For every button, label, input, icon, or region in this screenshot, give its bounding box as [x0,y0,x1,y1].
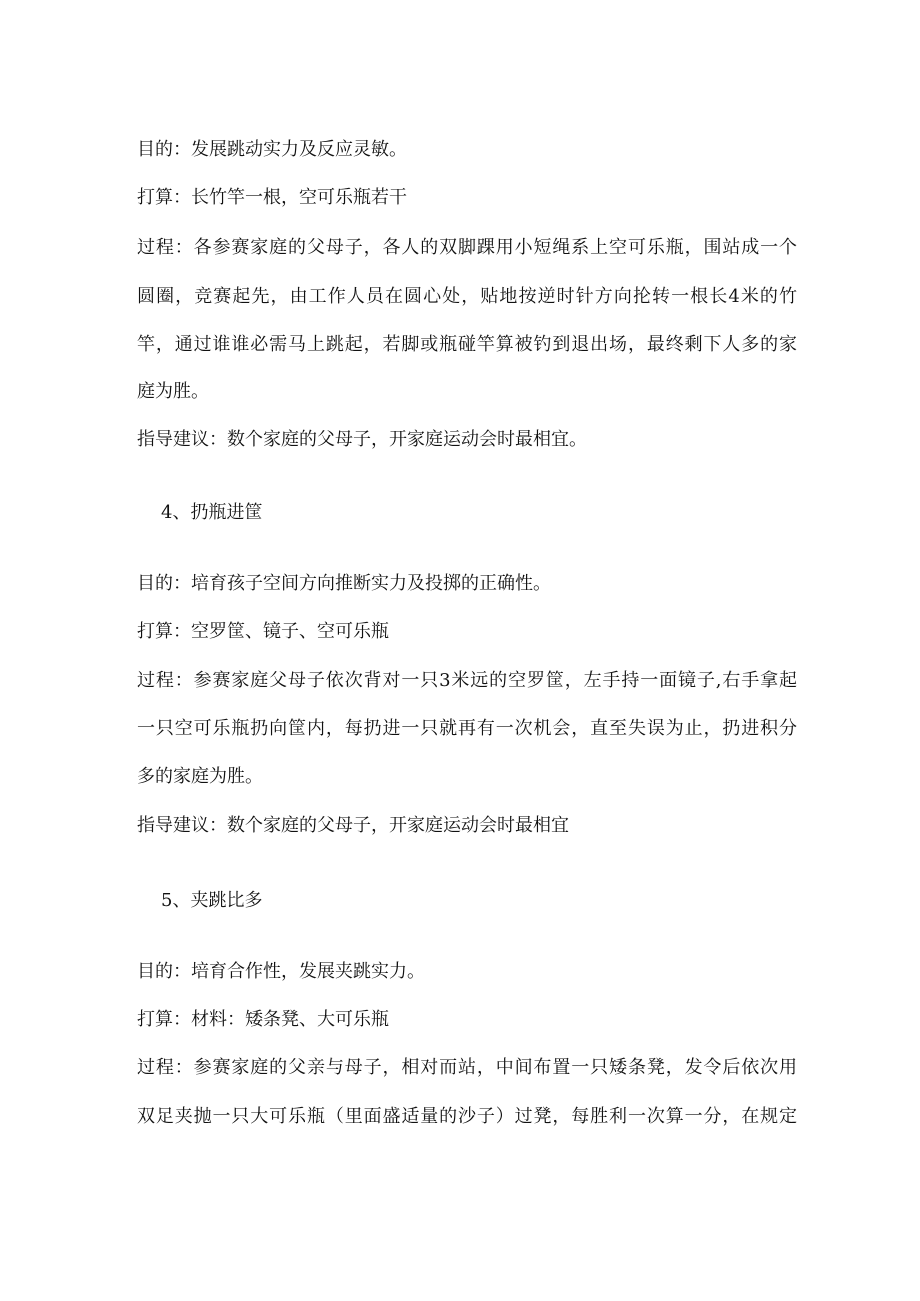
s4-process-line-3: 多的家庭为胜。 [137,766,263,787]
s3-purpose: 目的：发展跳动实力及反应灵敏。 [137,139,407,160]
s4-process-line-2: 一只空可乐瓶扔向筐内，每扔进一只就再有一次机会，直至失误为止，扔进积分 [137,718,797,739]
s4-process-line-1: 过程：参赛家庭父母子依次背对一只3米远的空罗筐，左手持一面镜子,右手拿起 [137,670,797,691]
s5-process-line-2: 双足夹抛一只大可乐瓶（里面盛适量的沙子）过凳，每胜利一次算一分，在规定 [137,1106,797,1127]
s4-prep: 打算：空罗筐、镜子、空可乐瓶 [137,621,389,642]
s3-process-line-3: 竿，通过谁谁必需马上跳起，若脚或瓶碰竿算被钓到退出场，最终剩下人多的家 [137,334,797,355]
s5-prep: 打算：材料：矮条凳、大可乐瓶 [137,1009,389,1030]
s5-heading: 5、夹跳比多 [161,890,263,911]
s5-process-line-1: 过程：参赛家庭的父亲与母子，相对而站，中间布置一只矮条凳，发令后依次用 [137,1057,797,1078]
s3-process-line-2: 圆圈，竞赛起先，由工作人员在圆心处，贴地按逆时针方向抡转一根长4米的竹 [137,286,797,307]
s3-prep: 打算：长竹竿一根，空可乐瓶若干 [137,187,407,208]
s4-heading: 4、扔瓶进筐 [161,502,263,523]
s5-purpose: 目的：培育合作性，发展夹跳实力。 [137,961,425,982]
s3-process-line-4: 庭为胜。 [137,381,209,402]
s4-purpose: 目的：培育孩子空间方向推断实力及投掷的正确性。 [137,573,551,594]
s3-process-line-1: 过程：各参赛家庭的父母子，各人的双脚踝用小短绳系上空可乐瓶，围站成一个 [137,237,797,258]
s3-advice: 指导建议：数个家庭的父母子，开家庭运动会时最相宜。 [137,429,587,450]
s4-advice: 指导建议：数个家庭的父母子，开家庭运动会时最相宜 [137,815,569,836]
